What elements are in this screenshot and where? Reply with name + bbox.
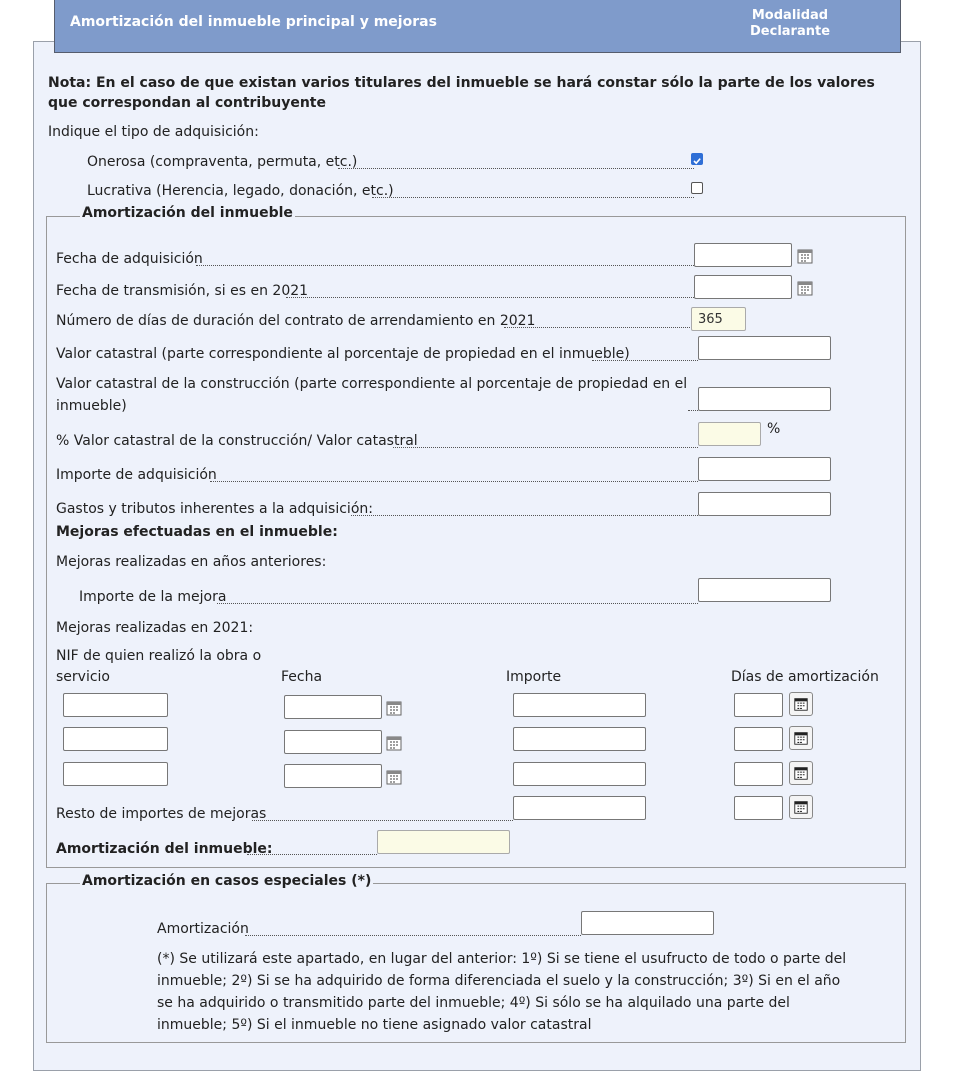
mejoras-anteriores-label: Mejoras realizadas en años anteriores: (56, 554, 327, 570)
amortizacion-especial-label: Amortización (157, 921, 249, 937)
dias-contrato-label: Número de días de duración del contrato de arrendamiento en 2021 (56, 313, 536, 329)
resto-dias-input[interactable] (734, 796, 783, 820)
mejora-nif-input[interactable] (63, 762, 168, 786)
leader-dots (245, 935, 581, 936)
leader-dots (286, 297, 694, 298)
leader-dots (592, 360, 698, 361)
porcentaje-input[interactable] (698, 422, 761, 446)
gastos-label: Gastos y tributos inherentes a la adquisición: (56, 501, 373, 517)
col-nif-header-2: servicio (56, 669, 110, 685)
nota-titulares: Nota: En el caso de que existan varios titulares del inmueble se hará constar sólo la parte de los valores que correspondan al contribuyente (48, 75, 875, 111)
lucrativa-label: Lucrativa (Herencia, legado, donación, etc.) (87, 183, 394, 199)
leader-dots (372, 197, 694, 198)
leader-dots (351, 515, 698, 516)
mejora-importe-input[interactable] (513, 762, 646, 786)
importe-adquisicion-input[interactable] (698, 457, 831, 481)
col-nif-header-1: NIF de quien realizó la obra o (56, 648, 262, 664)
calendar-icon (793, 730, 809, 746)
calendar-icon (793, 765, 809, 781)
leader-dots (393, 447, 698, 448)
calendar-icon[interactable] (382, 765, 406, 789)
col-fecha-header: Fecha (281, 669, 323, 685)
amortizacion-especial-input[interactable] (581, 911, 714, 935)
section-header (54, 0, 901, 53)
calendar-icon (793, 696, 809, 712)
legend-amortizacion-inmueble: Amortización del inmueble (82, 205, 293, 221)
calendar-button[interactable] (789, 795, 813, 819)
mejora-dias-input[interactable] (734, 762, 783, 786)
valor-construccion-label-1: Valor catastral de la construcción (parte correspondiente al porcentaje de propiedad en el (56, 376, 688, 392)
mejora-fecha-input[interactable] (284, 730, 382, 754)
amortizacion-inmueble-output[interactable] (377, 830, 510, 854)
mejora-fecha-input[interactable] (284, 764, 382, 788)
calendar-button[interactable] (789, 692, 813, 716)
onerosa-label: Onerosa (compraventa, permuta, etc.) (87, 154, 358, 170)
mejora-importe-input[interactable] (513, 727, 646, 751)
mejora-nif-input[interactable] (63, 727, 168, 751)
calendar-icon[interactable] (382, 696, 406, 720)
amortizacion-inmueble-label: Amortización del inmueble: (56, 841, 273, 857)
leader-dots (217, 603, 698, 604)
mejora-importe-input[interactable] (513, 693, 646, 717)
calendar-icon[interactable] (793, 244, 817, 268)
fecha-adquisicion-input[interactable] (694, 243, 792, 267)
resto-mejoras-label: Resto de importes de mejoras (56, 806, 267, 822)
resto-importe-input[interactable] (513, 796, 646, 820)
calendar-button[interactable] (789, 761, 813, 785)
onerosa-checkbox[interactable] (691, 153, 703, 165)
valor-catastral-label: Valor catastral (parte correspondiente al porcentaje de propiedad en el inmueble) (56, 346, 630, 362)
leader-dots (196, 265, 694, 266)
mejoras-2021-label: Mejoras realizadas en 2021: (56, 620, 254, 636)
nota-casos-especiales: (*) Se utilizará este apartado, en lugar del anterior: 1º) Si se tiene el usufructo de todo o parte del inmueble; 2º) Si se ha adquirido de forma diferenciada el suelo y la construcción; 3º) Si en el año se ha adquirido o transmitido parte del inmueble; 4º) Si sólo se ha alquilado una parte del inmueble; 5º) Si el inmueble no tiene asignado valor catastral (157, 951, 847, 1033)
valor-catastral-input[interactable] (698, 336, 831, 360)
calendar-button[interactable] (789, 726, 813, 750)
mejora-dias-input[interactable] (734, 693, 783, 717)
gastos-input[interactable] (698, 492, 831, 516)
calendar-icon (793, 799, 809, 815)
calendar-icon[interactable] (793, 276, 817, 300)
leader-dots (504, 327, 692, 328)
mejora-nif-input[interactable] (63, 693, 168, 717)
leader-dots (252, 820, 513, 821)
fecha-adquisicion-label: Fecha de adquisición (56, 251, 203, 267)
leader-dots (338, 168, 694, 169)
porcentaje-unit: % (767, 421, 781, 437)
valor-construccion-label-2: inmueble) (56, 398, 127, 414)
fecha-transmision-input[interactable] (694, 275, 792, 299)
col-importe-header: Importe (506, 669, 562, 685)
mejoras-title: Mejoras efectuadas en el inmueble: (56, 524, 338, 540)
calendar-icon[interactable] (382, 731, 406, 755)
legend-casos-especiales: Amortización en casos especiales (*) (82, 873, 372, 889)
fecha-transmision-label: Fecha de transmisión, si es en 2021 (56, 283, 309, 299)
section-title: Amortización del inmueble principal y mejoras (70, 14, 437, 30)
porcentaje-label: % Valor catastral de la construcción/ Valor catastral (56, 433, 418, 449)
importe-mejora-input[interactable] (698, 578, 831, 602)
tipo-adquisicion-label: Indique el tipo de adquisición: (48, 124, 259, 140)
lucrativa-checkbox[interactable] (691, 182, 703, 194)
importe-adquisicion-label: Importe de adquisición (56, 467, 217, 483)
col-dias-header: Días de amortización (731, 669, 879, 685)
leader-dots (688, 410, 698, 411)
leader-dots (210, 481, 698, 482)
modalidad-label: Modalidad Declarante (750, 8, 831, 39)
valor-construccion-input[interactable] (698, 387, 831, 411)
mejora-fecha-input[interactable] (284, 695, 382, 719)
checkmark-icon (692, 156, 702, 166)
dias-contrato-input[interactable] (691, 307, 746, 331)
mejora-dias-input[interactable] (734, 727, 783, 751)
importe-mejora-label: Importe de la mejora (79, 589, 227, 605)
leader-dots (247, 854, 377, 855)
